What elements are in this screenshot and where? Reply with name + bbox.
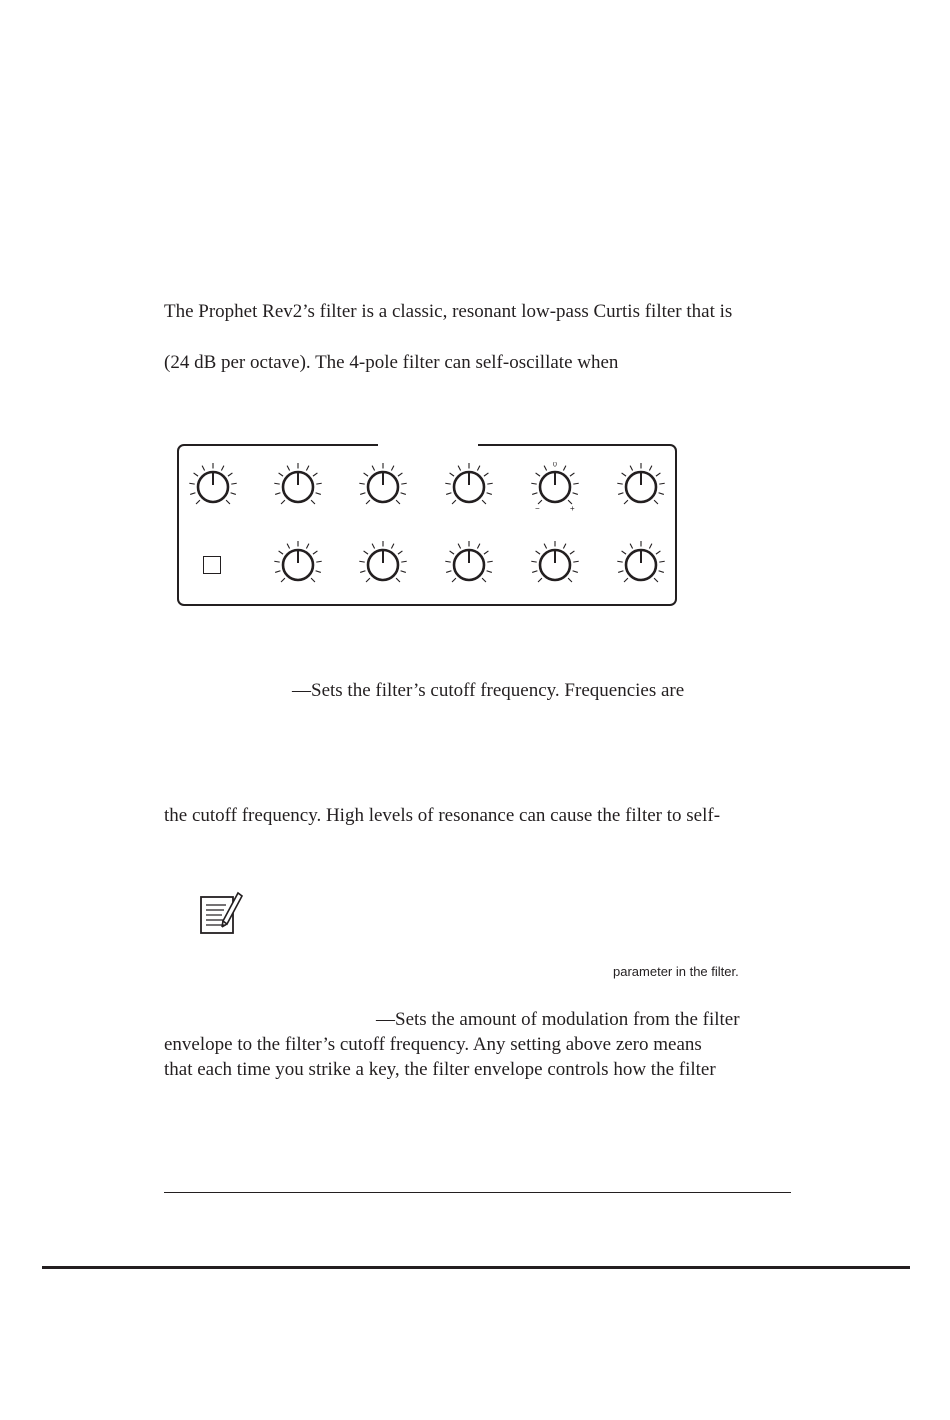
knob-7[interactable] — [273, 540, 323, 590]
env-amount-line-3: that each time you strike a key, the filter envelope controls how the filter — [164, 1059, 716, 1080]
svg-text:0: 0 — [553, 462, 557, 469]
knob-9[interactable] — [444, 540, 494, 590]
svg-text:−: − — [535, 504, 540, 512]
footer-rule — [42, 1266, 910, 1269]
filter-panel-title-gap — [378, 440, 478, 448]
knob-11[interactable] — [616, 540, 666, 590]
knob-6[interactable] — [616, 462, 666, 512]
intro-line-1: The Prophet Rev2’s filter is a classic, resonant low-pass Curtis filter that is — [164, 301, 733, 322]
knob-10[interactable] — [530, 540, 580, 590]
resonance-line: the cutoff frequency. High levels of resonance can cause the filter to self- — [164, 805, 721, 826]
knob-1[interactable] — [188, 462, 238, 512]
note-pencil-icon — [196, 887, 244, 937]
env-amount-line-2: envelope to the filter’s cutoff frequency. Any setting above zero means — [164, 1034, 702, 1055]
env-amount-line-1: —Sets the amount of modulation from the filter — [376, 1009, 740, 1030]
note-text: parameter in the filter. — [613, 964, 739, 979]
cutoff-description: —Sets the filter’s cutoff frequency. Frequencies are — [292, 680, 685, 701]
knob-4[interactable] — [444, 462, 494, 512]
intro-line-2: (24 dB per octave). The 4-pole filter can self-oscillate when — [164, 352, 619, 373]
footnote-rule — [164, 1192, 791, 1193]
knob-3[interactable] — [358, 462, 408, 512]
knob-2[interactable] — [273, 462, 323, 512]
filter-panel — [177, 444, 677, 606]
svg-text:+: + — [570, 504, 575, 512]
knob-8[interactable] — [358, 540, 408, 590]
filter-button[interactable] — [203, 556, 221, 574]
knob-5-bipolar[interactable] — [530, 462, 580, 512]
